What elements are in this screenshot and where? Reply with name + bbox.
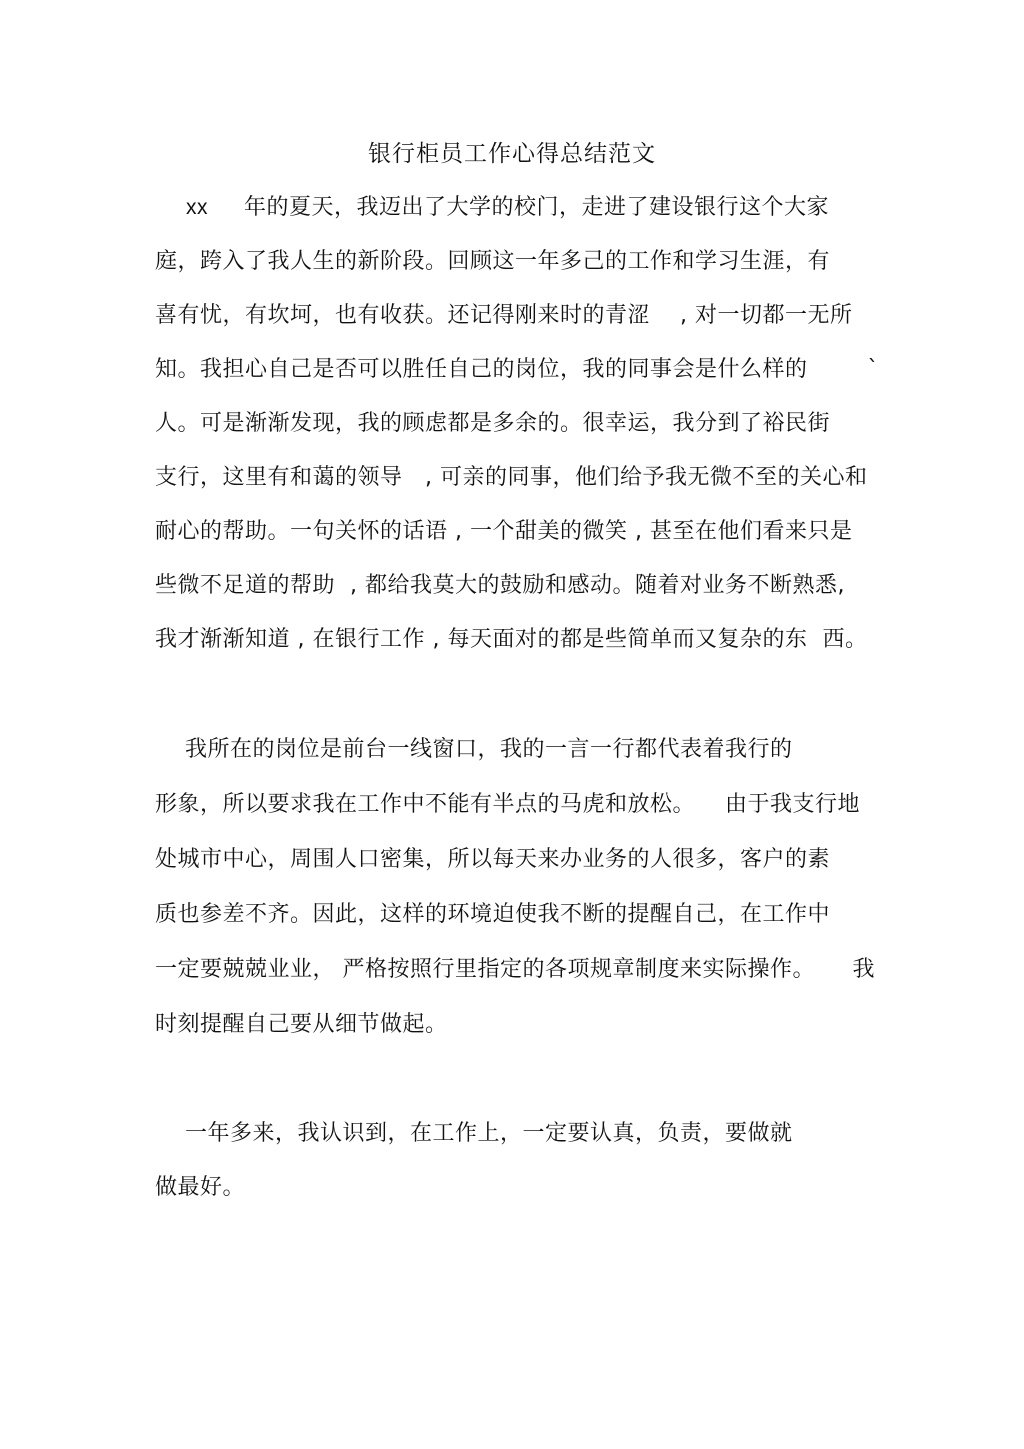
paragraph-2-line-6: 时刻提醒自己要从细节做起。	[155, 1012, 448, 1037]
paragraph-1-line-9: 我才渐渐知道 , 在银行工作 , 每天面对的都是些简单而又复杂的东 西。	[155, 627, 868, 652]
paragraph-1-line-1	[186, 192, 829, 224]
paragraph-2-line-4: 质也参差不齐。因此，这样的环境迫使我不断的提醒自己，在工作中	[155, 902, 831, 927]
paragraph-1-line-2: 庭，跨入了我人生的新阶段。回顾这一年多己的工作和学习生涯，有	[155, 249, 831, 274]
paragraph-3-line-2: 做最好。	[155, 1175, 246, 1200]
document-title: 银行柜员工作心得总结范文	[368, 141, 656, 167]
paragraph-1-line-4: 知。我担心自己是否可以胜任自己的岗位，我的同事会是什么样的 `	[155, 357, 879, 382]
paragraph-2-line-5: 一定要兢兢业业， 严格按照行里指定的各项规章制度来实际操作。 我	[155, 957, 875, 982]
paragraph-1-line-7: 耐心的帮助。一句关怀的话语 , 一个甜美的微笑 , 甚至在他们看来只是	[155, 519, 853, 544]
paragraph-2-line-3: 处城市中心，周围人口密集，所以每天来办业务的人很多，客户的素	[155, 847, 831, 872]
paragraph-2-line-2: 形象，所以要求我在工作中不能有半点的马虎和放松。 由于我支行地	[155, 792, 860, 817]
paragraph-3-line-1: 一年多来，我认识到，在工作上，一定要认真，负责，要做就	[155, 1121, 793, 1146]
paragraph-1-line-5: 人。可是渐渐发现，我的顾虑都是多余的。很幸运，我分到了裕民街	[155, 411, 831, 436]
paragraph-1-line-1-text: 年的夏天，我迈出了大学的校门，走进了建设银行这个大家	[244, 195, 830, 220]
paragraph-2-line-1: 我所在的岗位是前台一线窗口，我的一言一行都代表着我行的	[155, 737, 793, 762]
paragraph-1-line-3: 喜有忧，有坎坷，也有收获。还记得刚来时的青涩 , 对一切都一无所	[155, 303, 853, 328]
paragraph-1-line-6: 支行，这里有和蔼的领导 , 可亲的同事，他们给予我无微不至的关心和	[155, 465, 868, 490]
year-placeholder: xx	[186, 196, 208, 219]
paragraph-1-line-8: 些微不足道的帮助 , 都给我莫大的鼓励和感动。随着对业务不断熟悉,	[155, 573, 845, 598]
